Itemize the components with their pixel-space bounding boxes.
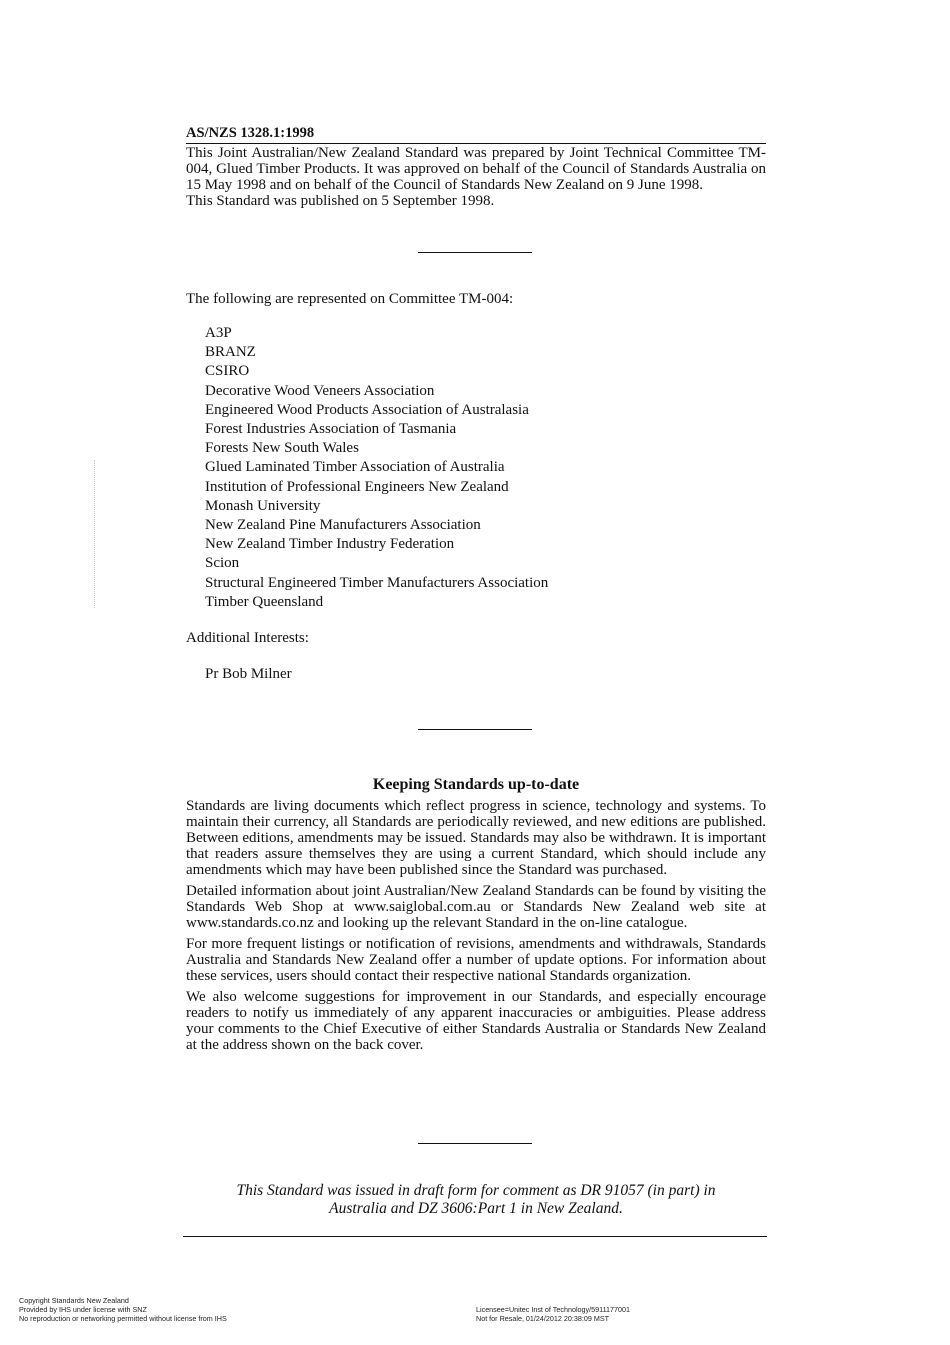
committee-member: Glued Laminated Timber Association of Australia xyxy=(205,459,505,476)
body-paragraph: For more frequent listings or notification of revisions, amendments and withdrawals, Standards Australia and Standards New Zealand offer a number of update options. For information about these services, users should contact their respective national Standards organization. xyxy=(186,936,766,984)
committee-member: Forest Industries Association of Tasmania xyxy=(205,421,457,438)
draft-note xyxy=(186,1182,766,1218)
footer-copyright xyxy=(19,1296,227,1323)
committee-member: Monash University xyxy=(205,497,321,514)
committee-member: BRANZ xyxy=(205,344,256,361)
committee-member: CSIRO xyxy=(205,363,250,380)
committee-member-list xyxy=(205,324,548,612)
committee-member: Institution of Professional Engineers New Zealand xyxy=(205,478,509,495)
footer-license xyxy=(476,1305,630,1323)
body-paragraph: Standards are living documents which reflect progress in science, technology and systems. To maintain their currency, all Standards are periodically reviewed, and new editions are published. Between editions, amendments may be issued. Standards may also be withdrawn. It is important that readers assure themselves they are using a current Standard, which should include any amendments which may have been published since the Standard was purchased. xyxy=(186,798,766,878)
additional-interests-label: Additional Interests: xyxy=(186,630,309,646)
committee-member: New Zealand Timber Industry Federation xyxy=(205,536,455,553)
committee-member: Decorative Wood Veneers Association xyxy=(205,382,435,399)
committee-intro: The following are represented on Committee TM-004: xyxy=(186,291,514,307)
committee-member: A3P xyxy=(205,325,232,341)
committee-member: Structural Engineered Timber Manufacturers Association xyxy=(205,574,549,591)
footer-line: No reproduction or networking permitted without license from IHS xyxy=(19,1314,227,1323)
bottom-divider xyxy=(183,1236,767,1237)
section-divider-1 xyxy=(418,252,532,253)
committee-member: Engineered Wood Products Association of Australasia xyxy=(205,401,529,418)
footer-line: Provided by IHS under license with SNZ xyxy=(19,1305,147,1314)
keeping-standards-heading: Keeping Standards up-to-date xyxy=(372,776,580,793)
margin-mark xyxy=(94,460,99,608)
section-divider-2 xyxy=(418,729,532,730)
additional-interest-member: Pr Bob Milner xyxy=(205,666,292,682)
committee-member: Forests New South Wales xyxy=(205,440,359,457)
keeping-standards-body xyxy=(186,798,766,1058)
committee-member: Scion xyxy=(205,555,240,572)
standard-number: AS/NZS 1328.1:1998 xyxy=(186,125,766,144)
committee-member: New Zealand Pine Manufacturers Association xyxy=(205,517,481,534)
footer-line: Copyright Standards New Zealand xyxy=(19,1296,129,1305)
body-paragraph: Detailed information about joint Australian/New Zealand Standards can be found by visiting the Standards Web Shop at www.saiglobal.com.au or Standards New Zealand web site at www.standards.co.nz and looking up the relevant Standard in the on-line catalogue. xyxy=(186,883,766,931)
preparation-text: This Joint Australian/New Zealand Standard was prepared by Joint Technical Committee TM-004, Glued Timber Products. It was approved on behalf of the Council of Standards Australia on 15 May 1998 and on behalf of the Council of Standards New Zealand on 9 June 1998. xyxy=(186,145,766,193)
committee-member: Timber Queensland xyxy=(205,593,324,610)
body-paragraph: We also welcome suggestions for improvement in our Standards, and especially encourage readers to notify us immediately of any apparent inaccuracies or ambiguities. Please address your comments to the Chief Executive of either Standards Australia or Standards New Zealand at the address shown on the back cover. xyxy=(186,989,766,1053)
section-divider-3 xyxy=(418,1143,532,1144)
preparation-section xyxy=(186,145,766,209)
footer-line: Not for Resale, 01/24/2012 20:38:09 MST xyxy=(476,1314,610,1323)
draft-note-line: This Standard was issued in draft form for comment as DR 91057 (in part) in xyxy=(236,1182,716,1199)
footer-line: Licensee=Unitec Inst of Technology/5911177001 xyxy=(476,1305,631,1314)
draft-note-line: Australia and DZ 3606:Part 1 in New Zealand. xyxy=(329,1200,623,1217)
publication-date-text: This Standard was published on 5 September 1998. xyxy=(186,193,495,209)
